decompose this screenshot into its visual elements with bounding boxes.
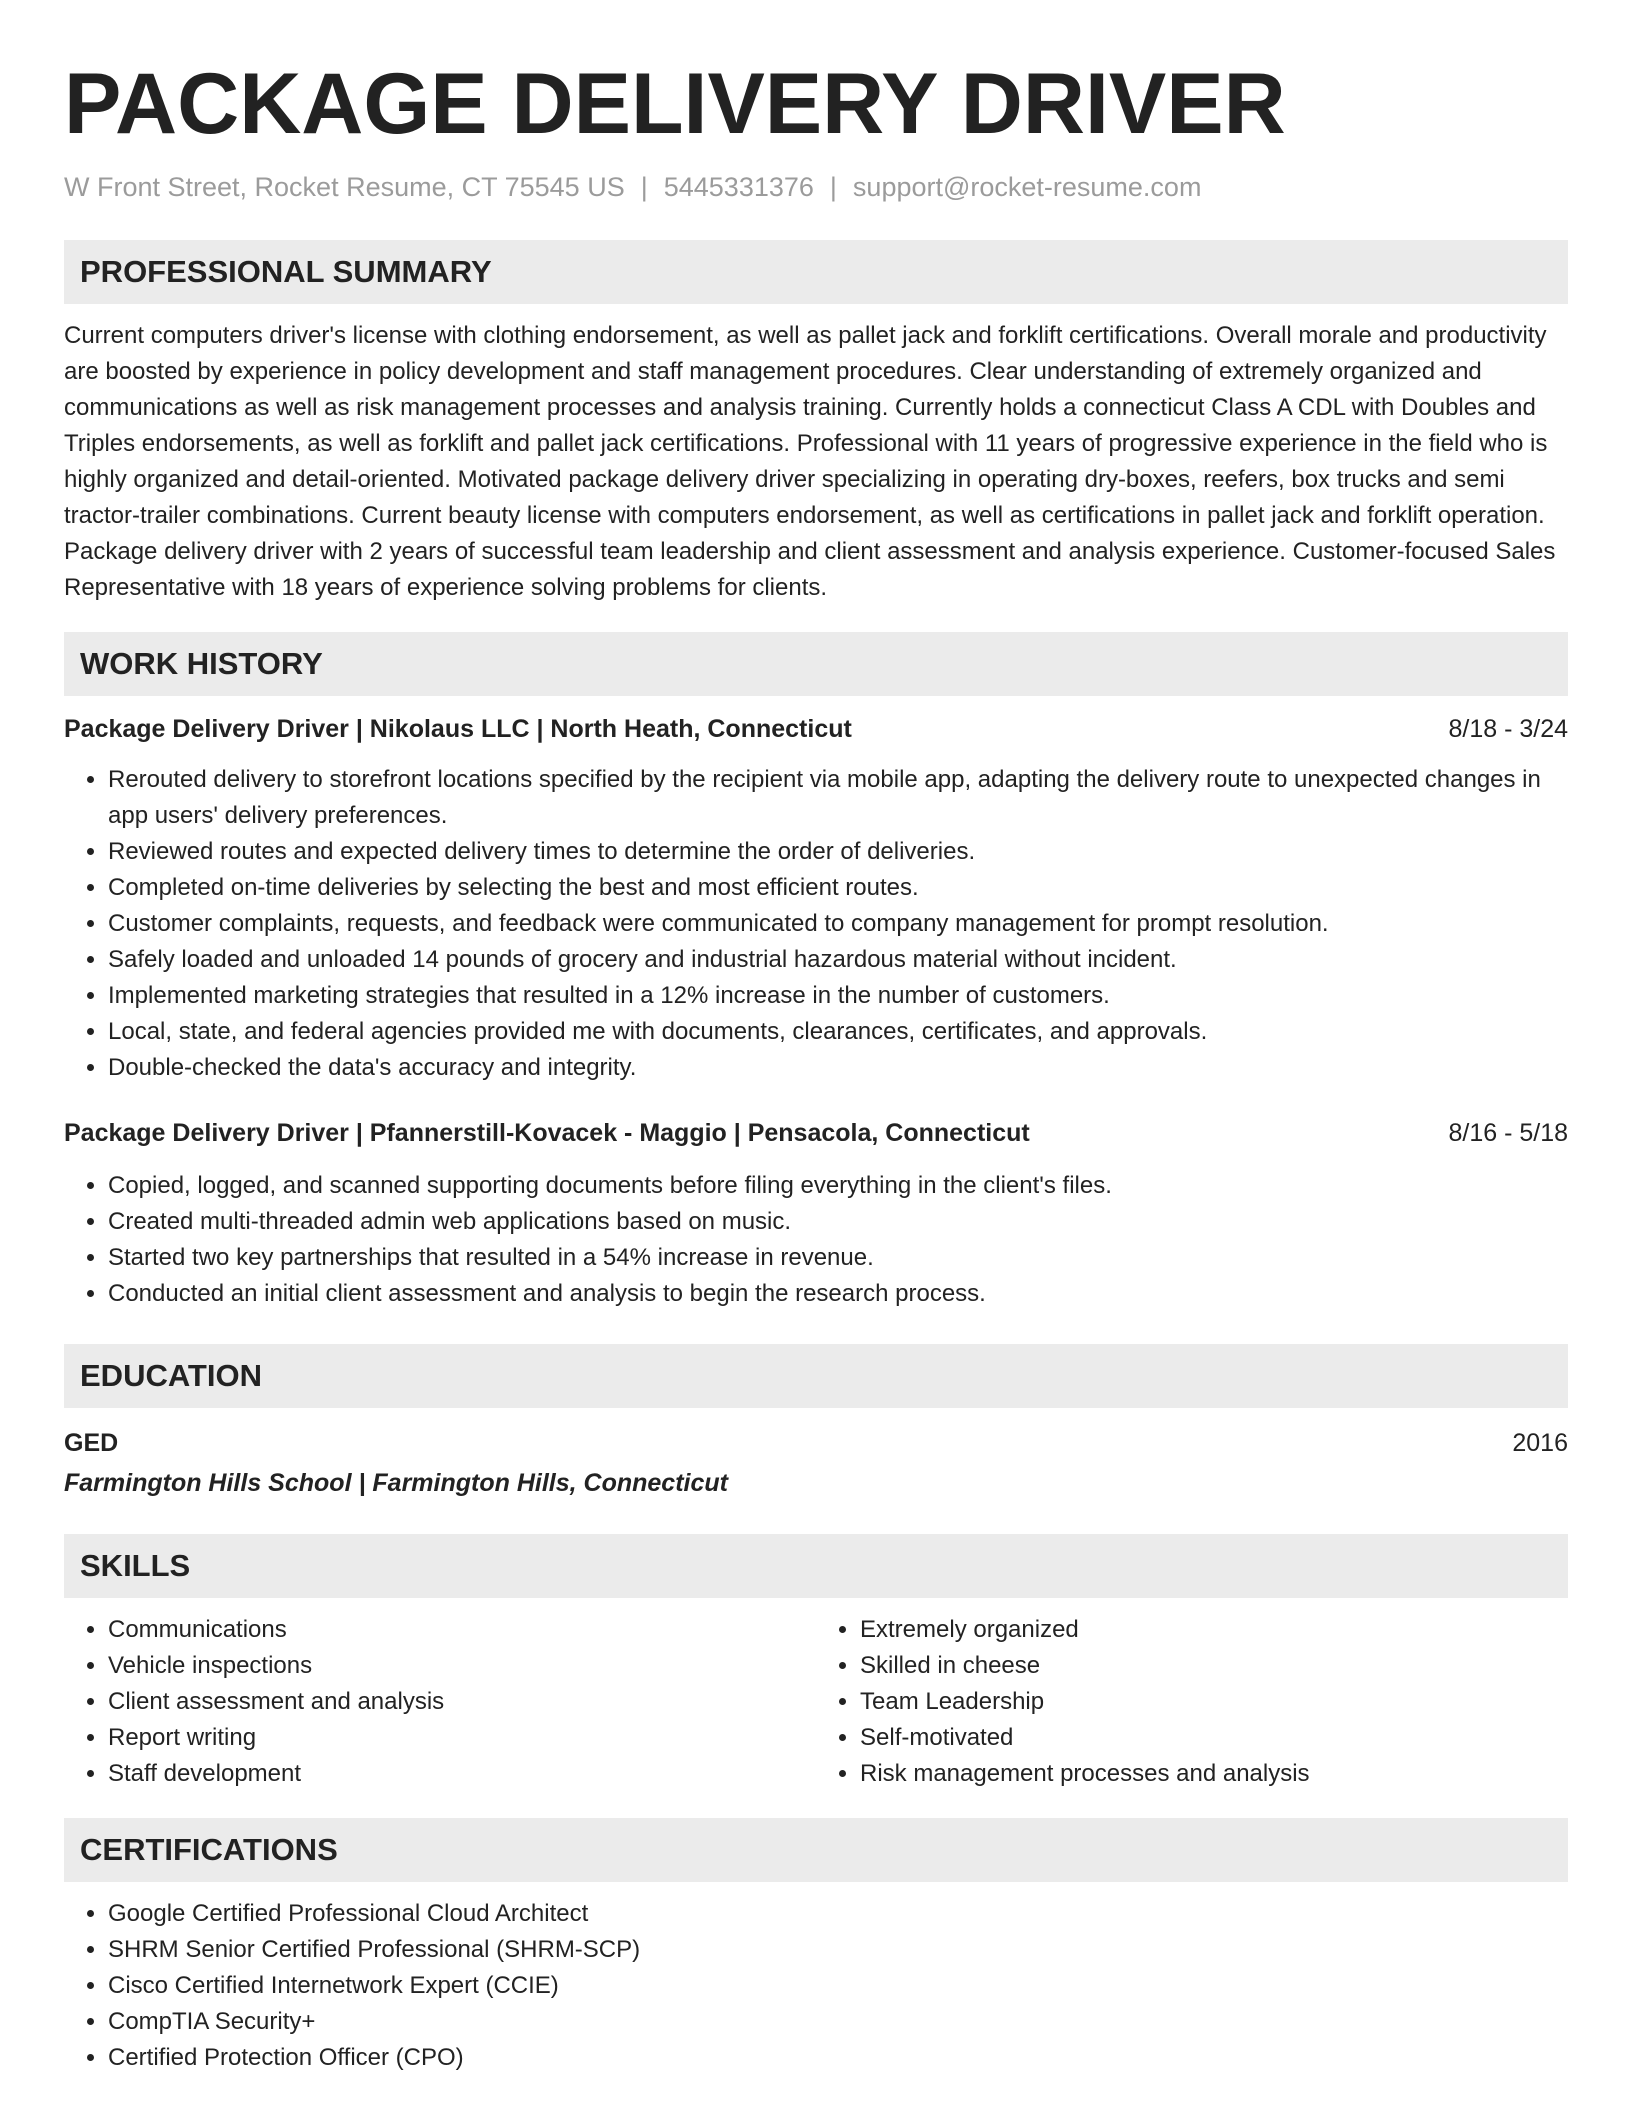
summary-text: Current computers driver's license with clothing endorsement, as well as pallet jack and forklift certifications. Overall morale and productivity are boosted by experience in policy development and staff management procedures. Clear understanding of extremely organized and communications as well as risk management processes and analysis training. Currently holds a connecticut Class A CDL with Doubles and Triples endorsements, as well as forklift and pallet jack certifications. Professional with 11 years of progressive experience in the field who is highly organized and detail-oriented. Motivated package delivery driver specializing in operating dry-boxes, reefers, box trucks and semi tractor-trailer combinations. Current beauty license with computers endorsement, as well as certifications in pallet jack and forklift operation. Package delivery driver with 2 years of successful team leadership and client assessment and analysis experience. Customer-focused Sales Representative with 18 years of experience solving problems for clients. [64,322,1556,601]
job-bullet: • Reviewed routes and expected delivery times to determine the order of deliveries. [108,834,1568,870]
skill-item: • Risk management processes and analysis [860,1756,1568,1792]
education-heading: EDUCATION [64,1344,1568,1408]
skills-right-list [816,1612,1568,1792]
job-dates: 8/18 - 3/24 [1448,715,1568,743]
certification-item: • SHRM Senior Certified Professional (SHRM-SCP) [108,1932,1568,1968]
resume-name: PACKAGE DELIVERY DRIVER [64,56,1286,152]
certification-item: • CompTIA Security+ [108,2004,1568,2040]
certification-item: • Certified Protection Officer (CPO) [108,2040,1568,2076]
job-entry [64,1116,1568,1312]
job-bullet: • Safely loaded and unloaded 14 pounds of grocery and industrial hazardous material without incident. [108,942,1568,978]
certification-item: • Google Certified Professional Cloud Architect [108,1896,1568,1932]
job-bullet: • Conducted an initial client assessment and analysis to begin the research process. [108,1276,1568,1312]
job-bullets [64,762,1568,1086]
skill-item: • Report writing [108,1720,816,1756]
job-bullet: • Customer complaints, requests, and feedback were communicated to company management for prompt resolution. [108,906,1568,942]
contact-email: support@rocket-resume.com [852,172,1202,202]
job-dates: 8/16 - 5/18 [1448,1119,1568,1147]
job-bullet: • Completed on-time deliveries by selecting the best and most efficient routes. [108,870,1568,906]
skills-left-list [64,1612,816,1792]
contact-line [64,170,1568,204]
skill-item: • Extremely organized [860,1612,1568,1648]
job-bullet: • Double-checked the data's accuracy and integrity. [108,1050,1568,1086]
education-degree: GED [64,1429,119,1457]
skill-item: • Client assessment and analysis [108,1684,816,1720]
education-header [64,1426,1568,1460]
contact-address: W Front Street, Rocket Resume, CT 75545 US [64,172,625,202]
job-bullet: • Rerouted delivery to storefront locations specified by the recipient via mobile app, adapting the delivery route to unexpected changes in app users' delivery preferences. [108,762,1568,834]
job-bullet: • Started two key partnerships that resulted in a 54% increase in revenue. [108,1240,1568,1276]
contact-separator: | [640,172,648,202]
job-title: Package Delivery Driver | Nikolaus LLC | North Heath, Connecticut [64,715,852,743]
skills-heading: SKILLS [64,1534,1568,1598]
job-bullet: • Implemented marketing strategies that resulted in a 12% increase in the number of customers. [108,978,1568,1014]
education-year: 2016 [1512,1429,1568,1457]
skill-item: • Communications [108,1612,816,1648]
job-bullet: • Created multi-threaded admin web applications based on music. [108,1204,1568,1240]
job-bullets [64,1168,1568,1312]
contact-phone: 5445331376 [663,172,814,202]
job-bullet: • Local, state, and federal agencies provided me with documents, clearances, certificates, and approvals. [108,1014,1568,1050]
certification-item: • Cisco Certified Internetwork Expert (CCIE) [108,1968,1568,2004]
certifications-heading: CERTIFICATIONS [64,1818,1568,1882]
certifications-list [64,1896,1568,2076]
contact-separator: | [829,172,837,202]
work-history-heading: WORK HISTORY [64,632,1568,696]
job-title: Package Delivery Driver | Pfannerstill-Kovacek - Maggio | Pensacola, Connecticut [64,1119,1030,1147]
job-entry [64,712,1568,1086]
skill-item: • Team Leadership [860,1684,1568,1720]
skill-item: • Vehicle inspections [108,1648,816,1684]
summary-heading: PROFESSIONAL SUMMARY [64,240,1568,304]
skill-item: • Staff development [108,1756,816,1792]
education-school: Farmington Hills School | Farmington Hills, Connecticut [64,1469,728,1497]
job-bullet: • Copied, logged, and scanned supporting documents before filing everything in the client's files. [108,1168,1568,1204]
job-header [64,1116,1568,1150]
skill-item: • Self-motivated [860,1720,1568,1756]
job-header [64,712,1568,746]
skills-columns [64,1612,1568,1792]
skill-item: • Skilled in cheese [860,1648,1568,1684]
